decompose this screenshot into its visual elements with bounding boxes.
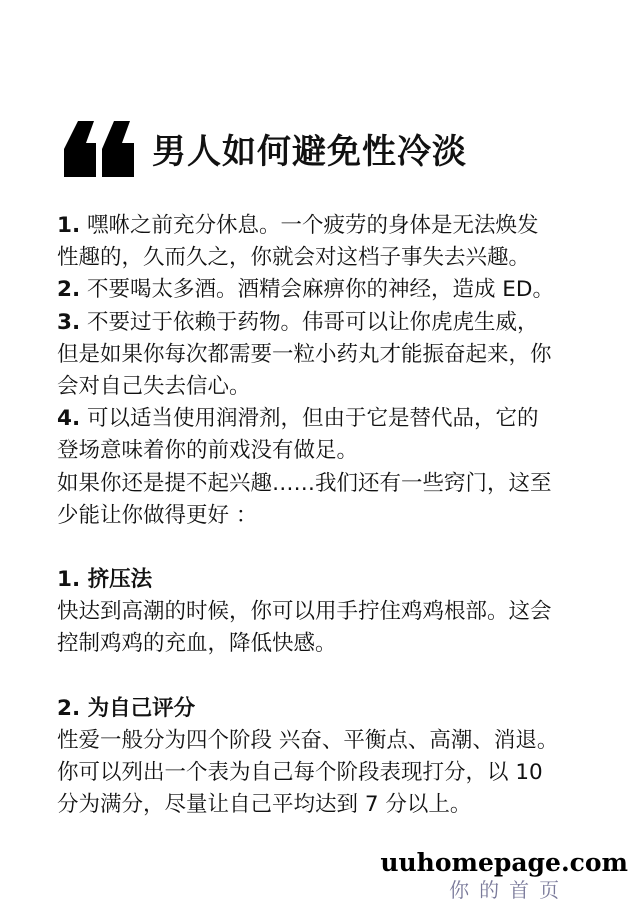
watermark-subtitle: 你的首页 [449,878,570,902]
text-line [57,500,617,532]
text-line: 性爱一般分为四个阶段 兴奋、平衡点、高潮、消退。 [57,728,559,753]
text-line [57,210,617,242]
text-line [57,242,617,274]
line-text: 少能让你做得更好 ： [57,502,258,528]
line-text: 如果你还是提不起兴趣……我们还有一些窍门，这至 [57,470,552,496]
line-text: 但是如果你每次都需要一粒小药丸才能振奋起来，你 [57,341,552,367]
text-line [57,435,617,467]
item-number: 2. [57,277,81,303]
watermark-domain: uuhomepage.com [380,848,628,877]
item-number: 4. [57,406,81,432]
spacer [57,661,617,693]
text-line: 你可以列出一个表为自己每个阶段表现打分，以 10 [57,760,543,786]
line-text: 登场意味着你的前戏没有做足。 [57,438,359,464]
text-line: 快达到高潮的时候，你可以用手拧住鸡鸡根部。这会 [57,599,552,625]
text-line: 分为满分，尽量让自己平均达到 7 分以上。 [57,792,472,818]
line-text: 不要喝太多酒。酒精会麻痹你的神经，造成 ED。 [80,277,554,303]
line-text: 嘿咻之前充分休息。一个疲劳的身体是无法焕发 [80,213,539,238]
line-text: 不要过于依赖于药物。伟哥可以让你虎虎生威， [80,309,539,335]
watermark [380,848,628,902]
line-text: 性趣的，久而久之，你就会对这档子事失去兴趣。 [57,245,531,271]
item-number: 3. [57,309,81,335]
text-line: 控制鸡鸡的充血，降低快感。 [57,631,337,657]
text-line [57,371,617,403]
quote-mark-icon [62,117,142,179]
text-line [57,307,617,339]
text-line [57,274,617,306]
spacer [57,532,617,564]
line-text: 会对自己失去信心。 [57,373,251,399]
line-text: 可以适当使用润滑剂，但由于它是替代品，它的 [80,406,539,432]
text-line [57,468,617,500]
page-title: 男人如何避免性冷淡 [152,132,467,172]
item-number: 1. [57,213,81,238]
section-heading: 1. 挤压法 [57,567,153,593]
text-line [57,403,617,435]
section-heading: 2. 为自己评分 [57,695,196,721]
text-line [57,339,617,371]
article-body [57,210,617,822]
